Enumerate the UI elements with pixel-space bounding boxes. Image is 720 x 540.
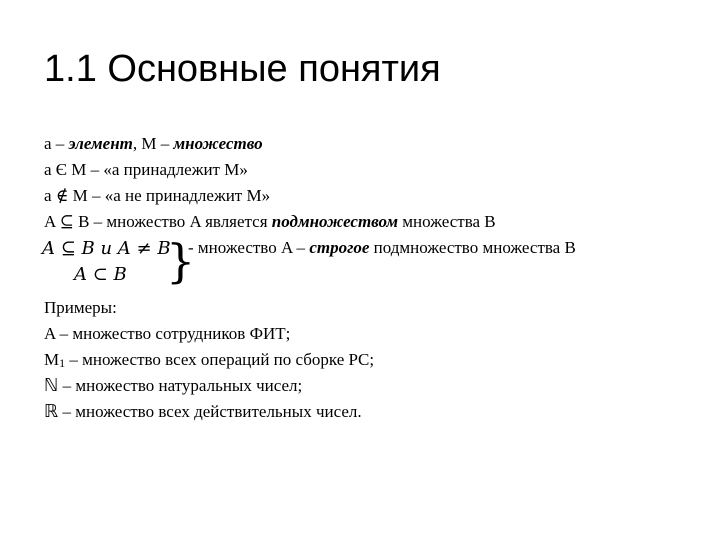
term-subset: подмножеством	[271, 212, 399, 231]
strict-text-a: - множество A –	[188, 238, 310, 257]
strict-text-c: подмножество множества B	[369, 238, 576, 257]
formula-line-2: A ⊂ B	[74, 264, 127, 285]
slide-body	[44, 131, 694, 425]
subset-text-c: множества B	[398, 212, 496, 231]
definition-belongs: a Є M – «a принадлежит M»	[44, 160, 248, 179]
example-2-symbol: M	[44, 350, 60, 369]
example-2-subscript: 1	[59, 356, 66, 370]
example-3	[44, 373, 694, 399]
definition-strict-subset	[42, 234, 694, 288]
brace-icon: }	[166, 234, 196, 288]
strict-subset-formula-image	[42, 234, 196, 288]
example-4-text: – множество всех действительных чисел.	[58, 402, 362, 421]
reals-symbol: ℝ	[44, 401, 59, 422]
term-strict: строгое	[309, 238, 370, 257]
definition-element	[44, 131, 694, 157]
example-3-text: – множество натуральных чисел;	[58, 376, 303, 395]
term-set: множество	[173, 134, 263, 153]
spacer	[44, 285, 694, 295]
example-1: A – множество сотрудников ФИТ;	[44, 324, 291, 343]
slide-title: 1.1 Основные понятия	[44, 48, 441, 90]
text-a: a –	[44, 134, 69, 153]
example-2-text: – множество всех операций по сборке PC;	[65, 350, 375, 369]
text-m: , M –	[132, 134, 174, 153]
example-2	[44, 347, 694, 373]
formula-line-1: A ⊆ B и A ≠ B	[42, 238, 171, 259]
example-4	[44, 399, 694, 425]
strict-subset-text	[188, 235, 576, 261]
subset-text-a: A ⊆ B – множество A является	[44, 212, 272, 231]
definition-not-belongs: a ∉ M – «a не принадлежит M»	[44, 186, 271, 205]
examples-header: Примеры:	[44, 298, 117, 317]
definition-subset	[44, 209, 694, 235]
term-element: элемент	[68, 134, 133, 153]
naturals-symbol: ℕ	[44, 375, 59, 396]
